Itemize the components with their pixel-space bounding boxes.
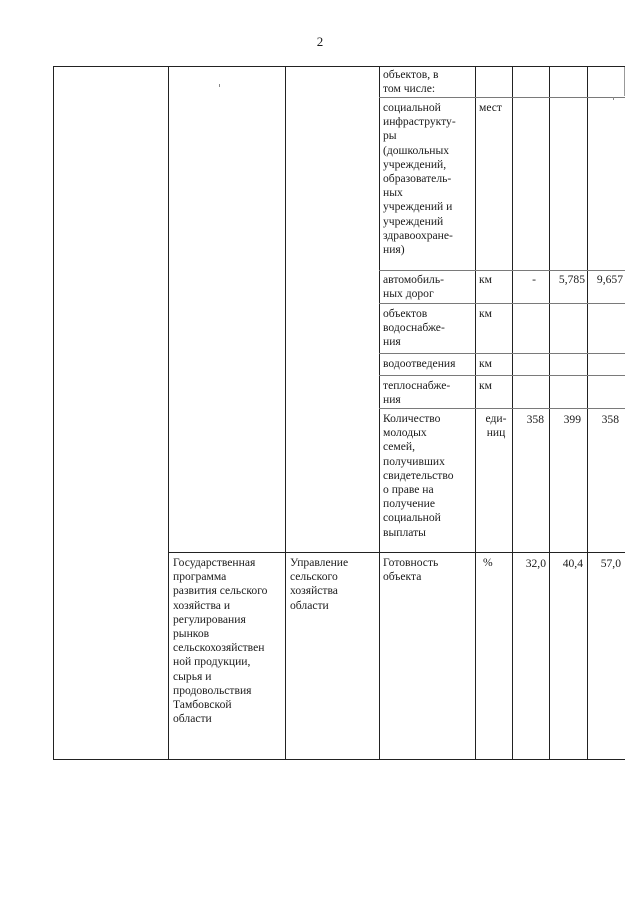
indicator-cell: Количество молодых семей, получивших свидетельство о праве на получение социальной выплаты [383, 412, 454, 539]
column-divider-indicator [379, 66, 380, 759]
table-border-bottom [53, 759, 625, 760]
value-cell: 57,0 [600, 557, 621, 570]
value-cell: 358 [526, 413, 544, 426]
indicator-cell: социальной инфраструкту- ры (дошкольных учреждений, образователь- ных учреждений и учреждений здравоохране- ния) [383, 101, 456, 257]
scan-mark [613, 97, 614, 100]
unit-cell: % [483, 556, 493, 569]
value-cell: 399 [563, 413, 581, 426]
unit-cell: км [479, 307, 492, 320]
row-divider-1 [379, 97, 625, 98]
unit-cell: еди- ниц [485, 412, 507, 440]
column-divider-executor [285, 66, 286, 759]
value-cell: 358 [601, 413, 619, 426]
value-cell: 9,657 [596, 273, 623, 286]
column-divider-unit [475, 66, 476, 759]
row-divider-7 [168, 552, 625, 553]
row-divider-5 [379, 375, 625, 376]
row-divider-3 [379, 303, 625, 304]
indicator-cell: объектов водоснабже- ния [383, 307, 445, 349]
row-divider-2 [379, 270, 625, 271]
unit-cell: км [479, 379, 492, 392]
row-divider-4 [379, 353, 625, 354]
page-number: 2 [316, 34, 324, 49]
indicator-cell: теплоснабже- ния [383, 379, 451, 407]
indicator-cell: автомобиль- ных дорог [383, 273, 444, 301]
unit-cell: км [479, 357, 492, 370]
value-cell: 40,4 [562, 557, 583, 570]
indicator-cell: Готовность объекта [383, 556, 439, 584]
indicator-cell: водоотведения [383, 357, 456, 370]
column-divider-program [168, 66, 169, 759]
unit-cell: мест [479, 101, 502, 114]
executor-cell: Управление сельского хозяйства области [290, 556, 349, 612]
indicator-cell: объектов, в том числе: [383, 68, 439, 96]
value-cell: - [532, 273, 536, 286]
table-border-top [53, 66, 625, 67]
value-cell: 32,0 [525, 557, 546, 570]
table-border-right [624, 66, 625, 96]
program-cell: Государственная программа развития сельского хозяйства и регулирования рынков сельскохозяйствен ной продукции, сырья и продовольствия Тамбовской области [173, 556, 268, 726]
row-divider-6 [379, 408, 625, 409]
table-border-left [53, 66, 54, 759]
scan-mark [219, 84, 220, 87]
value-cell: 5,785 [558, 273, 585, 286]
unit-cell: км [479, 273, 492, 286]
